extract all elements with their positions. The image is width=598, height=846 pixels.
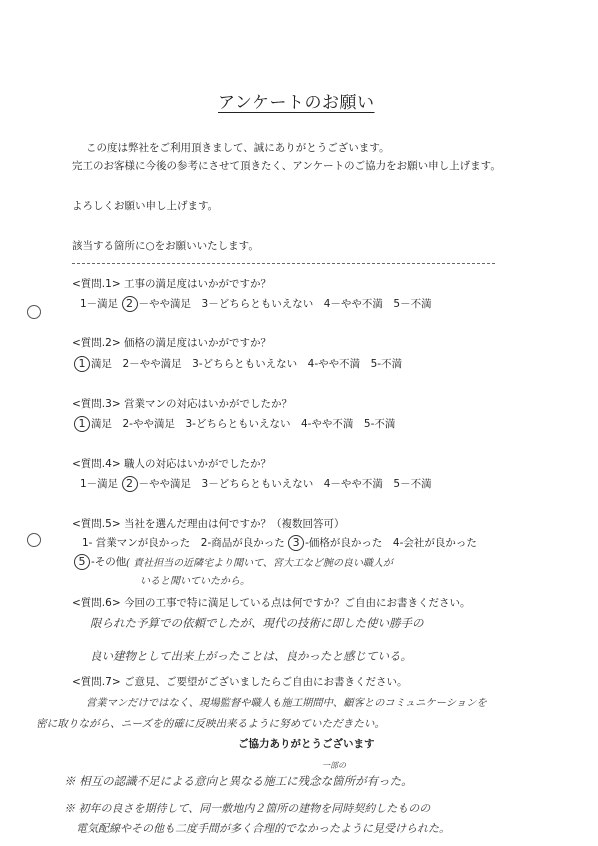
question-1-label: <質問.1> 工事の満足度はいかがですか？ <box>72 278 271 290</box>
intro-line: 完工のお客様に今後の参考にさせて頂きたく、アンケートのご協力をお願い申し上げます。 <box>72 160 501 172</box>
question-4-label: <質問.4> 職人の対応はいかがでしたか？ <box>72 458 271 470</box>
circled-answer[interactable]: 2 <box>122 476 138 492</box>
punch-hole <box>27 305 41 319</box>
question-3-options: 1 満足 2-やや満足 3-どちらともいえない 4-やや不満 5-不満 <box>74 416 395 432</box>
question-5-other: 5 -その他 <box>74 554 126 570</box>
handwritten-answer: 密に取りながら、ニーズを的確に反映出来るように努めていただきたい。 <box>36 718 386 730</box>
handwritten-answer: 営業マンだけではなく、現場監督や職人も施工期間中、顧客とのコミュニケーションを <box>86 697 487 709</box>
question-2-options: 1 満足 2－やや満足 3-どちらともいえない 4-やや不満 5-不満 <box>74 356 402 372</box>
handwritten-insertion: 一部の <box>322 761 346 770</box>
circled-answer[interactable]: 1 <box>74 416 90 432</box>
punch-hole <box>27 533 41 547</box>
question-1-options: 1－満足 2 －やや満足 3－どちらともいえない 4－やや不満 5－不満 <box>80 297 432 310</box>
question-5-options: 1- 営業マンが良かった 2-商品が良かった 3 -価格が良かった 4-会社が良かった <box>82 536 477 549</box>
question-7-label: <質問.7> ご意見、ご要望がございましたらご自由にお書きください。 <box>72 676 408 688</box>
handwritten-answer: 限られた予算での依頼でしたが、現代の技術に即した使い勝手の <box>90 616 424 630</box>
question-6-label: <質問.6> 今回の工事で特に満足している点は何ですか？ご自由にお書きください。 <box>72 597 471 609</box>
intro-line: よろしくお願い申し上げます。 <box>72 200 219 212</box>
thanks-message: ご協力ありがとうございます <box>238 738 375 750</box>
question-2-label: <質問.2> 価格の満足度はいかがですか？ <box>72 337 271 349</box>
handwritten-note: 電気配線やその他も二度手間が多く合理的でなかったように見受けられた。 <box>76 822 450 835</box>
question-3-label: <質問.3> 営業マンの対応はいかがでしたか？ <box>72 398 292 410</box>
question-4-options: 1－満足 2 －やや満足 3－どちらともいえない 4－やや不満 5－不満 <box>80 477 432 490</box>
dashed-divider <box>72 263 495 264</box>
intro-line: 該当する箇所に○をお願いいたします。 <box>72 240 259 252</box>
handwritten-note: ※ 相互の認識不足による意向と異なる施工に残念な箇所が有った。 <box>64 774 413 788</box>
circled-answer[interactable]: 1 <box>74 356 90 372</box>
handwritten-note: ※ 初年の良さを期待して、同一敷地内２箇所の建物を同時契約したものの <box>64 802 431 815</box>
handwritten-answer: ( 責社担当の近隣宅より聞いて、宮大工など腕の良い職人が <box>126 558 393 569</box>
question-5-label: <質問.5> 当社を選んだ理由は何ですか？（複数回答可） <box>72 518 345 530</box>
page-title: アンケートのお願い <box>218 93 375 113</box>
circled-answer[interactable]: 5 <box>74 554 90 570</box>
circled-answer[interactable]: 2 <box>122 296 138 312</box>
circled-answer[interactable]: 3 <box>288 535 304 551</box>
handwritten-answer: 良い建物として出来上がったことは、良かったと感じている。 <box>90 649 412 663</box>
intro-line: この度は弊社をご利用頂きまして、誠にありがとうございます。 <box>86 142 390 154</box>
handwritten-answer: いると聞いていたから。 <box>140 576 250 587</box>
